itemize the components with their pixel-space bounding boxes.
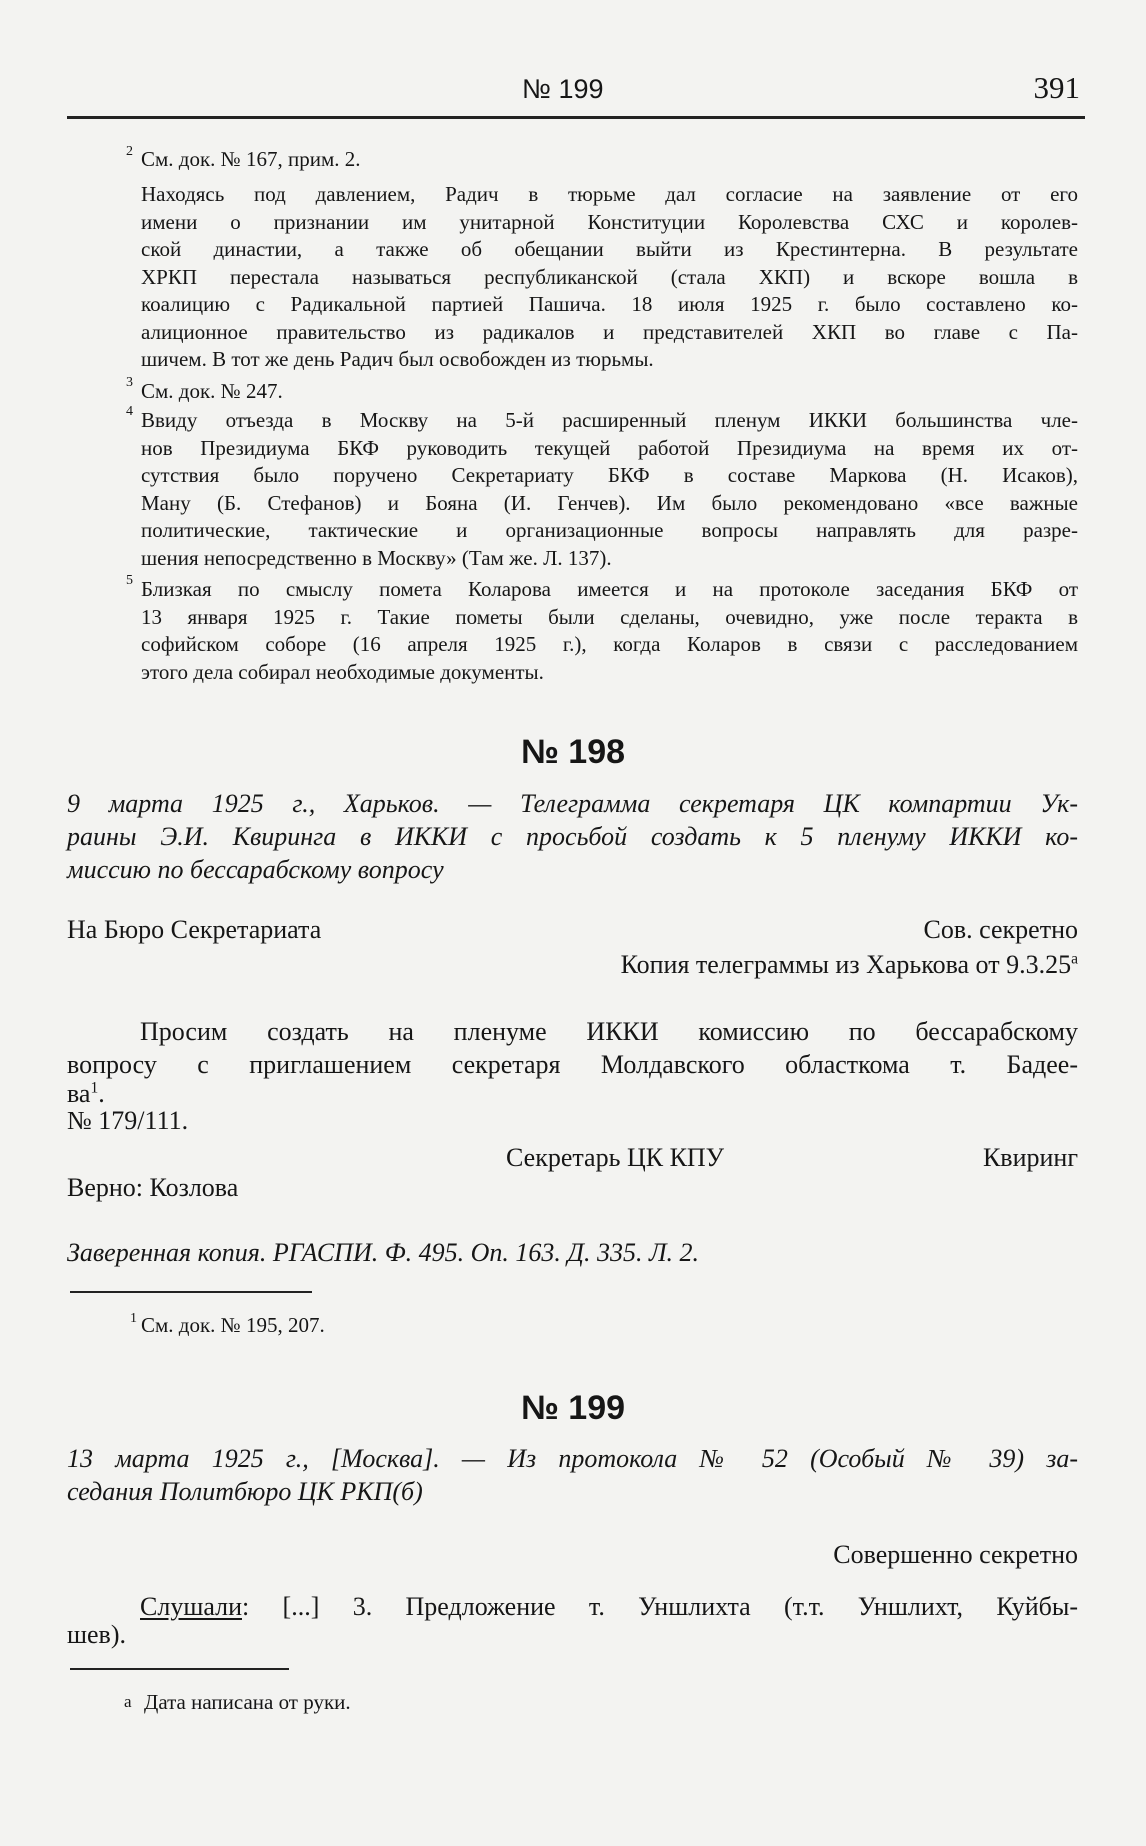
body-text: ва	[67, 1079, 91, 1108]
text-line: Ману (Б. Стефанов) и Бояна (И. Генчев). Им было рекомендовано «все важные	[141, 490, 1078, 515]
heard-line: шев).	[67, 1620, 126, 1649]
heard-label: Слушали	[140, 1592, 242, 1621]
document-198-heading	[67, 787, 1078, 886]
text-line: седания Политбюро ЦК РКП(б)	[67, 1477, 423, 1506]
footnote-a-text: Дата написана от руки.	[144, 1690, 351, 1714]
footnote-ref: 1	[90, 1079, 99, 1097]
text-line: Близкая по смыслу помета Коларова имеется и на протоколе заседания БКФ от	[141, 577, 1078, 601]
text-line: ХРКП перестала называться республиканской (стала ХКП) и вскоре вошла в	[141, 264, 1078, 289]
footnote-marker: 3	[126, 375, 133, 390]
signer-title: Секретарь ЦК КПУ	[506, 1143, 725, 1172]
footnote-rule	[70, 1291, 312, 1293]
text-line: 13 марта 1925 г., [Москва]. — Из протокола № 52 (Особый № 39) за-	[67, 1444, 1078, 1473]
footnote-2-text	[141, 181, 1078, 374]
heard-line	[67, 1593, 1078, 1621]
footnote-4-text	[141, 407, 1078, 572]
body-line: вопросу с приглашением секретаря Молдавского областкома т. Бадее-	[67, 1050, 1078, 1079]
document-199-number: № 199	[520, 1389, 626, 1427]
text-line: 9 марта 1925 г., Харьков. — Телеграмма секретаря ЦК компартии Ук-	[67, 789, 1078, 818]
footnote-2-title: См. док. № 167, прим. 2.	[141, 147, 361, 171]
text-line: софийском соборе (16 апреля 1925 г.), когда Коларов в связи с расследованием	[141, 632, 1078, 656]
classification-stamp: Совершенно секретно	[833, 1540, 1078, 1569]
footnote-rule	[70, 1668, 289, 1670]
signer-name: Квиринг	[982, 1143, 1078, 1172]
text-line: нов Президиума БКФ руководить текущей работой Президиума на время их от-	[141, 435, 1078, 460]
footnote-3-text	[141, 378, 1078, 406]
running-header-doc-number: № 199	[522, 74, 604, 104]
body-line-last	[67, 1079, 105, 1109]
text-line: коалицию с Радикальной партией Пашича. 18 июля 1925 г. было составлено ко-	[141, 292, 1078, 316]
minutes-heard	[67, 1593, 1078, 1649]
text-line: имени о признании им унитарной Конституции Королевства СХС и королев-	[141, 209, 1078, 234]
reference-number: № 179/111.	[67, 1106, 189, 1135]
document-198-body	[67, 1015, 1078, 1081]
source-citation: Заверенная копия. РГАСПИ. Ф. 495. Оп. 163. Д. 335. Л. 2.	[67, 1238, 700, 1267]
text-line: См. док. № 247.	[141, 379, 283, 403]
footnote-1-text: См. док. № 195, 207.	[141, 1313, 325, 1337]
body-text: .	[98, 1079, 105, 1108]
copy-note	[621, 950, 1078, 980]
verified-by: Верно: Козлова	[67, 1173, 239, 1202]
footnote-5-text	[141, 576, 1078, 686]
text-line: шичем. В тот же день Радич был освобожден из тюрьмы.	[141, 347, 654, 371]
classification-stamp: Сов. секретно	[923, 915, 1078, 944]
footnote-marker: а	[124, 1692, 132, 1711]
header-rule	[67, 116, 1085, 119]
text-line: Ввиду отъезда в Москву на 5-й расширенный пленум ИККИ большинства чле-	[141, 408, 1078, 432]
text-line: ской династии, а также об обещании выйти из Крестинтерна. В результате	[141, 237, 1078, 261]
text-line: Находясь под давлением, Радич в тюрьме дал согласие на заявление от его	[141, 182, 1078, 206]
document-199-heading	[67, 1442, 1078, 1508]
text-line: миссию по бессарабскому вопросу	[67, 855, 444, 884]
heard-text: : [...] 3. Предложение т. Уншлихта (т.т. Уншлихт, Куйбы-	[242, 1592, 1078, 1621]
addressee: На Бюро Секретариата	[67, 915, 322, 944]
footnote-marker: 2	[126, 144, 133, 159]
page-number: 391	[1033, 70, 1080, 105]
text-line: 13 января 1925 г. Такие пометы были сделаны, очевидно, уже после теракта в	[141, 604, 1078, 629]
text-line: сутствия было поручено Секретариату БКФ в составе Маркова (Н. Исаков),	[141, 463, 1078, 487]
text-line: политические, тактические и организационные вопросы направлять для разре-	[141, 518, 1078, 542]
text-line: этого дела собирал необходимые документы.	[141, 659, 544, 684]
text-line: алиционное правительство из радикалов и представителей ХКП во главе с Па-	[141, 319, 1078, 344]
footnote-ref: а	[1071, 950, 1078, 968]
document-198-number: № 198	[520, 733, 626, 771]
text-line: раины Э.И. Квиринга в ИККИ с просьбой создать к 5 пленуму ИККИ ко-	[67, 822, 1078, 851]
footnote-marker: 1	[130, 1311, 137, 1326]
copy-note-text: Копия телеграммы из Харькова от 9.3.25	[620, 950, 1072, 979]
text-line: шения непосредственно в Москву» (Там же. Л. 137).	[141, 545, 612, 570]
body-line: Просим создать на пленуме ИККИ комиссию по бессарабскому	[140, 1017, 1078, 1046]
footnote-marker: 4	[126, 404, 133, 419]
footnote-marker: 5	[126, 573, 133, 588]
